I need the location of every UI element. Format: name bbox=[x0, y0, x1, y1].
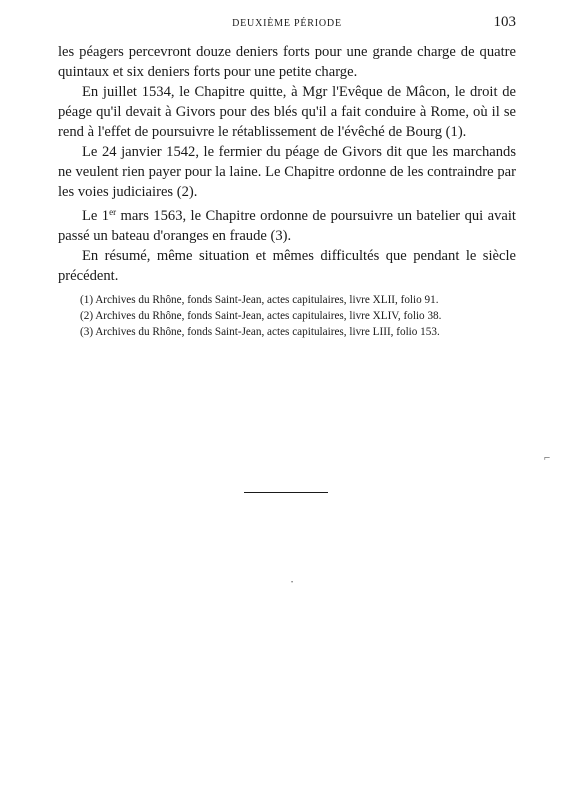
ordinal-superscript: er bbox=[109, 207, 117, 217]
section-end-rule bbox=[244, 492, 328, 493]
paragraph-5: En résumé, même situation et mêmes difficultés que pendant le siècle précédent. bbox=[58, 248, 516, 284]
paragraph-4-prefix: Le 1 bbox=[82, 208, 110, 224]
paragraph-3: Le 24 janvier 1542, le fermier du péage de Givors dit que les marchands ne veulent rien payer pour la laine. Le Chapitre ordonne de les contraindre par les voies judiciaires (2). bbox=[58, 144, 516, 200]
footnotes bbox=[80, 292, 520, 340]
paragraph-4 bbox=[58, 202, 516, 246]
paragraph-4-rest: mars 1563, le Chapitre ordonne de poursuivre un batelier qui avait passé un bateau d'oranges en fraude (3). bbox=[58, 208, 516, 244]
footnote-3: (3) Archives du Rhône, fonds Saint-Jean, actes capitulaires, livre LIII, folio 153. bbox=[80, 326, 440, 338]
margin-pen-mark: ⌐ bbox=[544, 452, 551, 464]
paragraph-1: les péagers percevront douze deniers forts pour une grande charge de quatre quintaux et six deniers forts pour une petite charge. bbox=[58, 44, 516, 80]
page-header bbox=[58, 14, 516, 34]
paragraph-2: En juillet 1534, le Chapitre quitte, à Mgr l'Evêque de Mâcon, le droit de péage qu'il devait à Givors pour des blés qu'il a fait conduire à Rome, où il se rend à l'effet de poursuivre le rétablissement de l'évêché de Bourg (1). bbox=[58, 84, 516, 140]
body-text bbox=[58, 42, 516, 286]
page-number: 103 bbox=[493, 14, 516, 30]
paper-speck: • bbox=[291, 580, 294, 586]
running-head: DEUXIÈME PÉRIODE bbox=[232, 18, 342, 29]
footnote-2: (2) Archives du Rhône, fonds Saint-Jean, actes capitulaires, livre XLIV, folio 38. bbox=[80, 310, 442, 322]
footnote-1: (1) Archives du Rhône, fonds Saint-Jean, actes capitulaires, livre XLII, folio 91. bbox=[80, 294, 439, 306]
